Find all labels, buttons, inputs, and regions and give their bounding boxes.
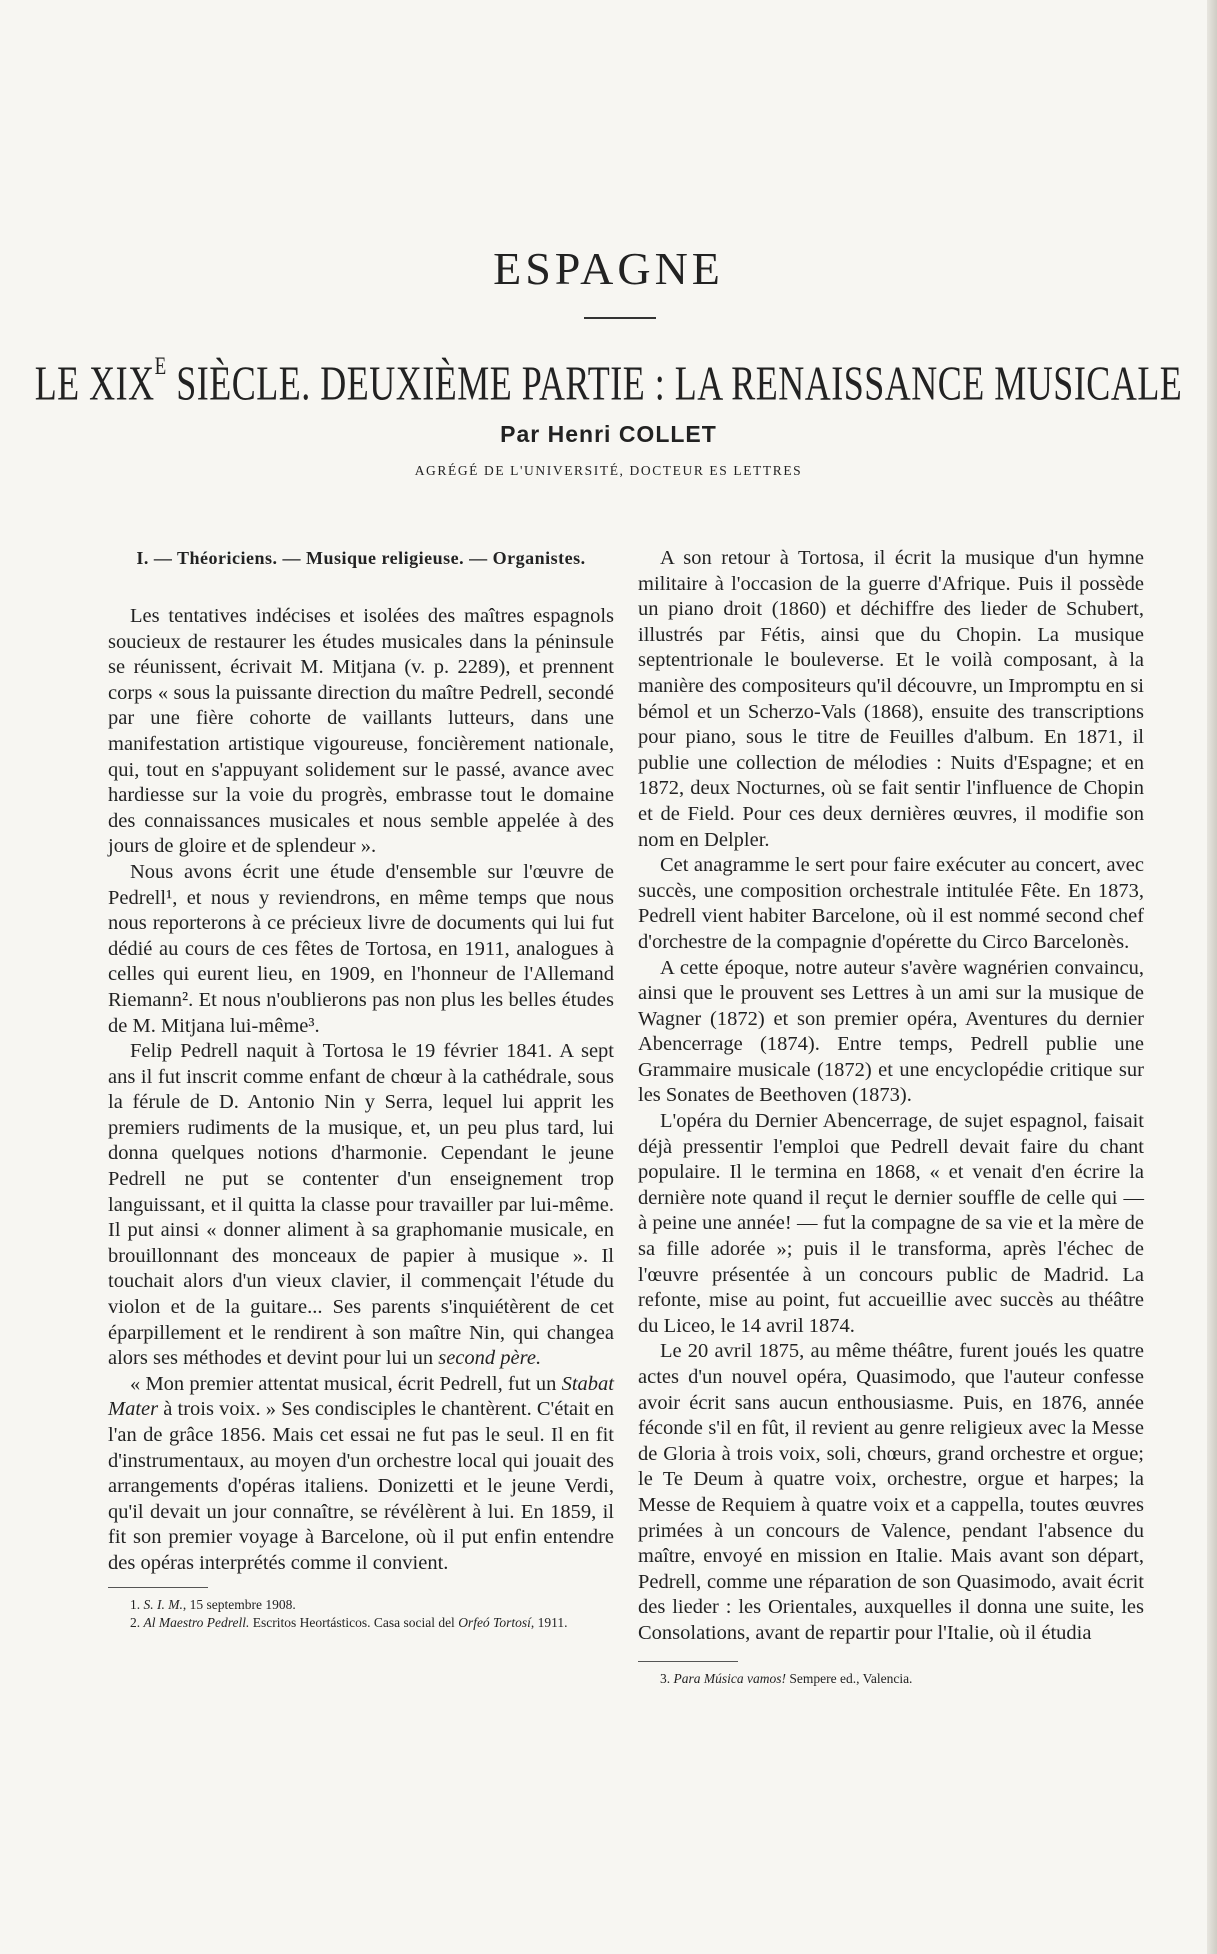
- section-title: ESPAGNE: [493, 243, 724, 294]
- footnote: 3. Para Música vamos! Sempere ed., Valencia.: [660, 1670, 913, 1686]
- footnote: 1. S. I. M., 15 septembre 1908.: [130, 1596, 296, 1612]
- author-line: Par Henri COLLET: [500, 421, 717, 447]
- paragraph: Le 20 avril 1875, au même théâtre, furent joués les quatre actes d'un nouvel opéra, Quasimodo, que l'auteur confesse avoir écrit sans aucun enthousiasme. Puis, en 1876, année féconde s'il en fût, il revient au genre religieux avec la Messe de Gloria à trois voix, soli, chœurs, grand orchestre et orgue; le Te Deum à quatre voix, orchestre, orgue et harpes; la Messe de Requiem à quatre voix et a cappella, toutes œuvres primées à un concours de Valence, pendant l'absence du maître, envoyé en mission en Italie. Mais avant son départ, Pedrell, comme une réparation de son Quasimodo, avait écrit des lieder : les Orientales, auxquelles il donna une suite, les Consolations, avant de repartir pour l'Italie, où il étudia: [638, 1340, 1144, 1644]
- paragraph: « Mon premier attentat musical, écrit Pedrell, fut un Stabat Mater à trois voix. » Ses condisciples le chantèrent. C'était en l'an de grâce 1856. Mais cet essai ne fut pas le seul. Il en fit d'instrumentaux, au moyen d'un orchestre local qui jouait des arrangements d'opéras italiens. Donizetti et le jeune Verdi, qu'il devait un jour connaître, se révélèrent à lui. En 1859, il fit son premier voyage à Barcelone, où il put enfin entendre des opéras interprétés comme il convient.: [108, 1372, 615, 1574]
- section-heading: I. — Théoriciens. — Musique religieuse. — Organistes.: [136, 548, 586, 568]
- paragraph: Felip Pedrell naquit à Tortosa le 19 février 1841. A sept ans il fut inscrit comme enfant de chœur à la cathédrale, sous la férule de D. Antonio Nin y Serra, lequel lui apprit les premiers rudiments de la musique, et, un peu plus tard, lui donna quelques notions d'harmonie. Cependant le jeune Pedrell ne put se contenter d'un enseignement trop languissant, et il quitta la classe pour travailler par lui-même. Il put ainsi « donner aliment à sa graphomanie musicale, en brouillonnant des monceaux de papier à musique ». Il touchait alors d'un vieux clavier, il commençait l'étude du violon et de la guitare... Ses parents s'inquiétèrent de cet éparpillement et le rendirent à son maître Nin, qui changea alors ses méthodes et devint pour lui un second père.: [108, 1040, 614, 1370]
- paragraph: Cet anagramme le sert pour faire exécuter au concert, avec succès, une composition orchestrale intitulée Fête. En 1873, Pedrell vient habiter Barcelone, où il est nommé second chef d'orchestre de la compagnie d'opérette du Circo Barcelonès.: [638, 854, 1144, 953]
- paragraph: A son retour à Tortosa, il écrit la musique d'un hymne militaire à l'occasion de la guerre d'Afrique. Puis il possède un piano droit (1860) et déchiffre des lieder de Schubert, illustrés par Fétis, ainsi que du Chopin. La musique septentrionale le bouleverse. Et le voilà composant, à la manière des compositeurs qu'il découvre, un Impromptu en si bémol et un Scherzo-Vals (1868), ensuite des transcriptions pour piano, sous le titre de Feuilles d'album. En 1871, il publie une collection de mélodies : Nuits d'Espagne; et en 1872, deux Nocturnes, où se fait sentir l'influence de Chopin et de Field. Pour ces deux dernières œuvres, il modifie son nom en Delpler.: [638, 547, 1144, 851]
- footnote: 2. Al Maestro Pedrell. Escritos Heortásticos. Casa social del Orfeó Tortosí, 1911.: [130, 1614, 568, 1630]
- author-credentials: AGRÉGÉ DE L'UNIVERSITÉ, DOCTEUR ES LETTRES: [414, 463, 803, 478]
- footnote-divider: [638, 1661, 738, 1662]
- right-column: [638, 546, 1144, 1688]
- paragraph: Les tentatives indécises et isolées des maîtres espagnols soucieux de restaurer les études musicales dans la péninsule se réunissent, écrivait M. Mitjana (v. p. 2289), et prennent corps « sous la puissante direction du maître Pedrell, secondé par une fière cohorte de vaillants lutteurs, dans une manifestation artistique vigoureuse, foncièrement nationale, qui, tout en s'appuyant solidement sur le passé, avance avec hardiesse sur la voie du progrès, embrasse tout le domaine des connaissances musicales et nous semble appelée à des jours de gloire et de splendeur ».: [108, 605, 614, 858]
- footnote-divider: [108, 1587, 208, 1588]
- paragraph: A cette époque, notre auteur s'avère wagnérien convaincu, ainsi que le prouvent ses Lettres à un ami sur la musique de Wagner (1872) et son premier opéra, Aventures du dernier Abencerrage (1874). Entre temps, Pedrell publie une Grammaire musicale (1872) et une encyclopédie critique sur les Sonates de Beethoven (1873).: [638, 956, 1144, 1107]
- chapter-title: LE $XIX^E$ SIÈCLE. DEUXIÈME PARTIE : LA RENAISSANCE MUSICALE: [34, 352, 1183, 411]
- paragraph: Nous avons écrit une étude d'ensemble sur l'œuvre de Pedrell¹, et nous y reviendrons, en même temps que nous nous reporterons à ce précieux livre de documents qui lui fut dédié au cours de ces fêtes de Tortosa, en 1911, analogues à celles qui eurent lieu, en 1909, en l'honneur de l'Allemand Riemann². Et nous n'oublierons pas non plus les belles études de M. Mitjana lui-même³.: [108, 860, 614, 1037]
- title-divider: [584, 317, 656, 319]
- left-column: [108, 546, 614, 1632]
- paragraph: L'opéra du Dernier Abencerrage, de sujet espagnol, faisait déjà pressentir l'emploi que Pedrell devait faire du chant populaire. Il le termina en 1868, « et venait d'en écrire la dernière note quand il reçut le dernier souffle de celle qui — à peine une année! — fut la compagne de sa vie et la mère de sa fille adorée »; puis il le transforma, après l'échec de l'œuvre présentée à un concours public de Madrid. La refonte, mise au point, fut accueillie avec succès au théâtre du Liceo, le 14 avril 1874.: [638, 1110, 1144, 1337]
